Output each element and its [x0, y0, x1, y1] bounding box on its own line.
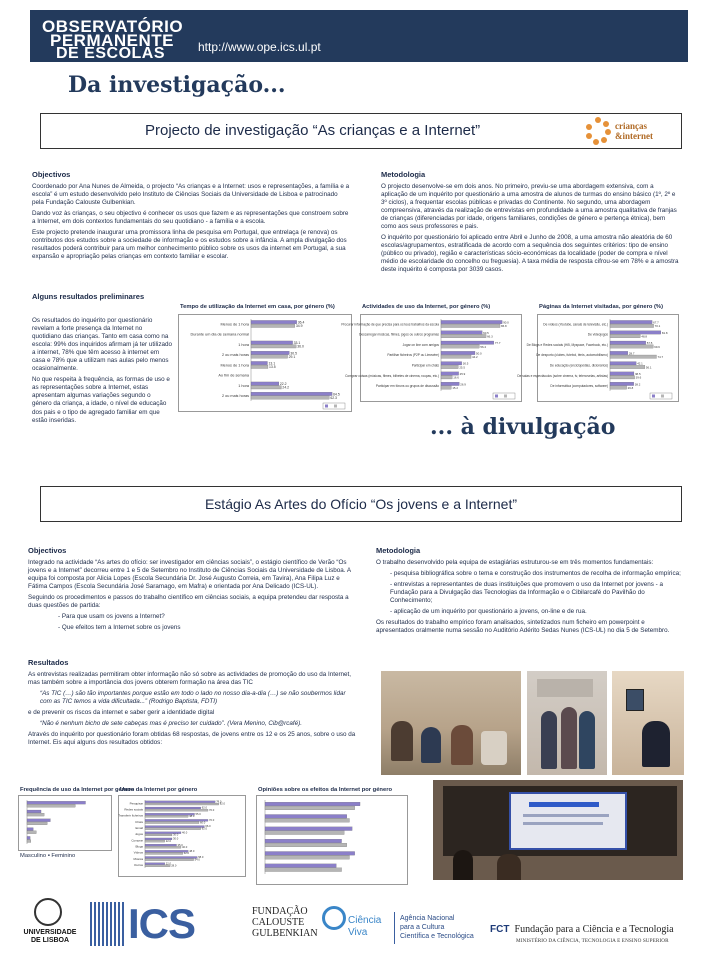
- bar: [145, 850, 188, 852]
- data-label: 74.7: [657, 355, 664, 360]
- data-label: 81.8: [661, 330, 668, 335]
- legend-swatch: [325, 405, 328, 408]
- data-label: 26.8: [627, 385, 634, 390]
- ope-logo-line-2: PERMANENTE: [50, 31, 175, 50]
- data-label: 35.0: [177, 843, 183, 847]
- results-paragraph: e de prevenir os riscos da internet e saber gerir a identidade digital: [28, 709, 215, 717]
- ulisboa-line-1: UNIVERSIDADE: [23, 929, 77, 936]
- data-label: 56.1: [645, 365, 652, 370]
- bar: [610, 376, 635, 379]
- legend-swatch: [504, 395, 507, 398]
- objectives-block-2: [28, 546, 358, 632]
- criancas-internet-logo: [585, 116, 669, 146]
- bar: [27, 836, 30, 839]
- data-label: 22.2: [279, 382, 287, 387]
- bar: [441, 351, 475, 354]
- bar: [610, 320, 652, 323]
- bar: [610, 372, 634, 375]
- chart-time-use: [178, 314, 352, 412]
- bar: [610, 351, 628, 354]
- chart-pages: [517, 314, 679, 402]
- results-heading: Alguns resultados preliminares: [32, 292, 145, 301]
- data-label: 62.3: [330, 395, 337, 400]
- internship-title: Estágio As Artes do Ofício “Os jovens e a Internet”: [204, 496, 518, 512]
- chart-frequency: [18, 795, 112, 851]
- bar: [27, 840, 31, 843]
- bar: [441, 334, 486, 337]
- bar: [265, 831, 344, 835]
- tick-label: Participar em chats: [411, 363, 439, 368]
- bar: [610, 355, 656, 358]
- chart-title: Actividades de uso da Internet, por género (%): [362, 304, 491, 310]
- chart-activities: [341, 314, 522, 402]
- chart-title: Usos da Internet por género: [120, 787, 198, 793]
- gulbenkian-line-3: GULBENKIAN: [252, 928, 318, 939]
- data-label: 22.0: [165, 862, 172, 866]
- chart-activities-svg: [341, 315, 521, 401]
- tick-label: De vídeos (Youtube, canais de televisão, etc.): [543, 322, 608, 327]
- bar: [27, 813, 44, 816]
- data-label: 13.1: [268, 361, 276, 366]
- bar: [145, 834, 172, 836]
- data-label: 13.5: [268, 365, 276, 370]
- data-label: 30.0: [173, 837, 179, 841]
- bar: [265, 864, 336, 868]
- bar: [441, 355, 471, 358]
- data-label: 64.5: [333, 392, 340, 397]
- data-label: 36.0: [297, 344, 304, 349]
- agencia-line-2: para a Cultura: [400, 924, 445, 932]
- bar: [251, 365, 268, 368]
- bar: [251, 396, 329, 399]
- bar: [610, 324, 654, 327]
- photo-presentation-room: [381, 671, 521, 775]
- results-heading-2: Resultados: [28, 658, 69, 667]
- bar: [265, 852, 355, 856]
- data-label: 54.0: [194, 858, 200, 862]
- legend-swatch: [661, 395, 664, 398]
- bar: [441, 345, 479, 348]
- data-label: 77.7: [494, 341, 501, 346]
- methodology-step: - entrevistas a representantes de duas instituições que promovem o uso da Internet por jovens - a Fundação para a Divulgação das Tecnologias da Informação e o Cibilarcafé do Pavilhão do Conhecimento;: [390, 581, 664, 605]
- photo-slideshow: [433, 780, 683, 880]
- ciencia-viva-line-1: Ciência: [348, 915, 382, 926]
- tick-label: Durante um dia de semana normal: [190, 332, 249, 337]
- data-label: 69.6: [654, 344, 660, 349]
- results-paragraph: As entrevistas realizadas permitiram obter informação não só sobre as actividades de promoção do uso da Internet, mas também sobre a importância dos jovens obterem formação na área das TIC: [28, 671, 352, 687]
- tick-label: De desporto (clubes, futebol, ténis, automobilismo): [536, 353, 608, 358]
- data-label: 40.0: [182, 845, 188, 849]
- data-label: 26.9: [460, 382, 466, 387]
- data-label: 57.5: [646, 341, 653, 346]
- chart-opinions-svg: [257, 796, 407, 884]
- logo-text-1: crianças: [615, 121, 647, 131]
- bar: [145, 819, 208, 821]
- bar: [441, 365, 458, 368]
- agencia-logo: [400, 914, 482, 941]
- bar: [441, 320, 502, 323]
- tick-label: Procurar informação de que precisa para os teus trabalhos da escola: [341, 322, 439, 327]
- tick-label: De informática (computadores, software): [550, 384, 608, 389]
- ope-logo-line-1: OBSERVATÓRIO: [42, 17, 184, 36]
- gulbenkian-line-1: FUNDAÇÃO: [252, 906, 308, 917]
- data-label: 66.3: [487, 334, 493, 339]
- data-label: 55.0: [195, 812, 201, 816]
- data-label: 62.0: [201, 806, 208, 810]
- methodology-step: - aplicação de um inquérito por questionário a jovens, on-line e de rua.: [390, 608, 587, 616]
- bar: [265, 868, 342, 872]
- bar: [610, 386, 627, 389]
- objectives-heading-2: Objectivos: [28, 546, 67, 555]
- tick-label: Jogar on line com amigos: [402, 342, 439, 347]
- data-label: 58.0: [198, 856, 204, 860]
- bar: [145, 840, 165, 842]
- project-title-box: [40, 113, 682, 149]
- bar: [27, 804, 75, 807]
- bar: [265, 839, 342, 843]
- tick-label: De salas e espectáculos (sobre cinema, tv, telenovelas, artistas): [517, 373, 608, 378]
- data-label: 67.7: [653, 320, 659, 325]
- chart-title: Frequência de uso da Internet por género: [20, 787, 135, 793]
- ics-text: ICS: [128, 900, 196, 947]
- data-label: 48.0: [189, 815, 195, 819]
- bar: [251, 324, 295, 327]
- bar: [265, 806, 355, 810]
- bar: [265, 827, 352, 831]
- header-banner: [30, 10, 688, 62]
- logo-text-2: &internet: [615, 131, 653, 141]
- data-label: 56.4: [480, 344, 486, 349]
- chart-legend: Masculino ▪ Feminino: [20, 853, 76, 859]
- bar: [251, 351, 289, 354]
- tick-label: Blogs: [135, 844, 143, 849]
- bar: [27, 831, 36, 834]
- bar: [145, 815, 188, 817]
- data-label: 25.5: [459, 365, 465, 370]
- data-label: 66.0: [205, 825, 211, 829]
- objectives-paragraph: Dando voz às crianças, o seu objectivo é conhecer os usos que fazem e as representações que constroem sobre a Internet, em dois contextos fundamentais do seu quotidiano - a família e a escola.: [32, 210, 349, 226]
- fct-logo: [490, 917, 712, 944]
- results-paragraph: Os resultados do inquérito por questionário revelam a forte presença da Internet no quotidiano das crianças. Tanto em casa como na escola: 99% dos inquiridos afirmam já ter utilizado a internet, 78% que têm acesso à internet em casa e 78% que a utilizam nas aulas pelo menos ocasionalmente.: [32, 317, 172, 373]
- data-label: 16.6: [453, 375, 459, 380]
- bar: [610, 334, 640, 337]
- tick-label: Descarregar músicas, filmes, jogos ou outros programas: [359, 332, 439, 337]
- fct-subtitle: MINISTÉRIO DA CIÊNCIA, TECNOLOGIA E ENSINO SUPERIOR: [516, 938, 669, 944]
- tick-label: 2 ou mais horas: [221, 353, 249, 358]
- bar: [145, 846, 181, 848]
- project-title: Projecto de investigação “As crianças e a Internet”: [145, 122, 481, 139]
- chart-title: Páginas da Internet visitadas, por género (%): [539, 304, 664, 310]
- bar: [265, 843, 347, 847]
- data-label: 70.1: [654, 324, 661, 329]
- objectives-paragraph: Seguindo os procedimentos e passos do trabalho científico em ciências sociais, a equipa pretendeu dar resposta a duas questões de partida:: [28, 594, 349, 610]
- bar: [441, 331, 482, 334]
- data-label: 40.0: [182, 831, 188, 835]
- quote: “Não é nenhum bicho de sete cabeças mas é preciso ter cuidado”. (Vera Menino, Cib@rcafé).: [40, 720, 303, 728]
- data-label: 28.7: [628, 351, 635, 356]
- tick-label: Redes sociais: [124, 807, 143, 812]
- methodology-paragraph: O trabalho desenvolvido pela equipa de estagiárias estruturou-se em três momentos fundamentais:: [376, 559, 654, 566]
- bar: [145, 828, 201, 830]
- bar: [251, 355, 288, 358]
- bar: [145, 801, 215, 803]
- objectives-block: [32, 170, 350, 261]
- bar: [265, 819, 349, 823]
- results-paragraph: No que respeita à frequência, as formas de uso e as representações sobre a Internet, estas apresentam algumas variações segundo o género da criança, a idade, o nível de educação dos pais e o tipo de agregado familiar em que estão inseridas.: [32, 376, 170, 424]
- logo-divider: [394, 912, 395, 944]
- data-label: 44.2: [472, 355, 478, 360]
- bar: [610, 345, 653, 348]
- tick-label: Menos de 1 hora: [220, 322, 249, 327]
- website-link[interactable]: http://www.ope.ics.ul.pt: [198, 40, 321, 54]
- data-label: 30.5: [290, 351, 297, 356]
- bar: [27, 810, 41, 813]
- bar: [265, 856, 349, 860]
- data-label: 70.0: [209, 808, 215, 812]
- results-block-2: [28, 658, 356, 747]
- photo-computers: [612, 671, 684, 775]
- bar: [251, 392, 332, 395]
- chart-frequency-svg: [19, 796, 111, 850]
- data-label: 70.0: [209, 819, 215, 823]
- bar: [265, 815, 347, 819]
- tick-label: De Blogs e Redes sociais (Hi5, Myspace, Facebook, etc.): [526, 342, 608, 347]
- legend-swatch: [652, 395, 655, 398]
- methodology-heading-2: Metodologia: [376, 546, 421, 555]
- chart-title: Opiniões sobre os efeitos da Internet por género: [258, 787, 392, 793]
- bar: [145, 809, 208, 811]
- bar: [27, 828, 33, 831]
- bar: [441, 376, 452, 379]
- section-title-divulgation: ... à divulgação: [430, 414, 616, 440]
- ulisboa-line-2: DE LISBOA: [30, 936, 70, 944]
- objectives-paragraph: Integrado na actividade “As artes do ofício: ser investigador em ciências sociais”, o estágio científico de Verão “Os jovens e a Internet” decorreu entre 1 e 5 de Setembro no Instituto de Ciências Sociais da Universidade de Lisboa. A equipa foi composta por Alicia Lopes (Escola Secundária Dr. José Augusto Correia, em Tavira), Ana Filipa Luz e Fátima Campos (Escola Secundária José Saramago, em Mafra) e orientada por Ana Delicado (ICS-UL).: [28, 559, 351, 591]
- methodology-block: [381, 170, 681, 275]
- data-label: 42.0: [183, 852, 190, 856]
- methodology-block-2: [376, 546, 682, 635]
- data-label: 86.8: [501, 324, 507, 329]
- bar: [145, 813, 195, 815]
- bar: [145, 863, 165, 865]
- data-label: 30.0: [173, 833, 179, 837]
- objectives-heading: Objectivos: [32, 170, 71, 179]
- data-label: 28.0: [171, 864, 177, 868]
- bar: [27, 822, 47, 825]
- tick-label: Comprar: [131, 838, 143, 843]
- tick-label: Participar em fóruns ou grupos de discussão: [375, 384, 439, 389]
- data-label: 50.0: [476, 351, 482, 356]
- tick-label: 1 hora: [238, 342, 249, 347]
- data-label: 29.1: [288, 354, 296, 359]
- ulisboa-seal-icon: [34, 898, 62, 926]
- data-label: 36.4: [297, 320, 305, 325]
- data-label: 78.0: [216, 800, 222, 804]
- data-label: 39.6: [635, 375, 642, 380]
- agencia-line-3: Científica e Tecnológica: [400, 933, 474, 941]
- chart-title: Tempo de utilização da Internet em casa, por género (%): [180, 304, 335, 310]
- legend-swatch: [334, 405, 337, 408]
- methodology-heading: Metodologia: [381, 170, 426, 179]
- bar: [145, 865, 170, 867]
- tick-label: Música: [133, 856, 143, 861]
- internship-title-box: [40, 486, 682, 522]
- tick-label: 2 ou mais horas: [221, 394, 249, 399]
- bar: [441, 386, 451, 389]
- gulbenkian-line-2: CALOUSTE: [252, 917, 305, 928]
- ulisboa-logo: [18, 898, 82, 954]
- data-label: 34.9: [295, 324, 303, 329]
- data-label: 25.9: [459, 371, 466, 376]
- tick-label: Jogos: [134, 832, 143, 837]
- bar: [610, 365, 645, 368]
- tick-label: Vídeos: [133, 850, 143, 855]
- bar: [145, 822, 199, 824]
- fct-abbr: FCT: [490, 924, 510, 935]
- bar: [251, 382, 279, 385]
- chart-time-use-svg: [179, 315, 351, 411]
- bar: [251, 345, 296, 348]
- tick-label: Chats: [135, 819, 143, 824]
- results-paragraph: Através do inquérito por questionário foram obtidas 68 respostas, de jovens entre os 12 e os 25 anos, sobre o uso da Internet. Eis aqui alguns dos resultados obtidos:: [28, 731, 356, 747]
- bar: [251, 341, 293, 344]
- chart-opinions: [256, 795, 408, 885]
- tick-label: Menos de 1 hora: [220, 363, 249, 368]
- data-label: 22.0: [165, 839, 172, 843]
- ciencia-viva-logo: [322, 902, 390, 946]
- ics-logo: [90, 902, 246, 946]
- ciencia-viva-swirl-icon: [322, 906, 346, 930]
- data-label: 60.0: [200, 821, 206, 825]
- chart-uses: [118, 795, 246, 877]
- tick-label: De educação (enciclopédias, dicionários): [549, 363, 608, 368]
- bar: [265, 802, 360, 806]
- data-label: 90.0: [503, 320, 509, 325]
- tick-label: Ao fim de semana: [218, 373, 249, 378]
- chart-pages-svg: [517, 315, 678, 401]
- data-label: 38.2: [634, 382, 641, 387]
- data-label: 15.2: [452, 385, 458, 390]
- data-label: 42.1: [637, 361, 643, 366]
- legend-swatch: [495, 395, 498, 398]
- tick-label: Pesquisar: [129, 801, 143, 806]
- bar: [251, 361, 267, 364]
- results-block: [32, 292, 172, 425]
- data-label: 62.0: [201, 827, 208, 831]
- data-label: 33.1: [293, 341, 301, 346]
- objectives-paragraph: Este projecto pretende inaugurar uma promissora linha de pesquisa em Portugal, que entrelaça (e renova) os contributos dos estudos sobre a sociedade de informação e os estudos sobre a infância. A ampla divulgação dos resultados poderá contribuir para um melhor conhecimento público sobre os usos da internet em Portugal, a sua expansão e apropriação pelas crianças em contexto familiar e escolar.: [32, 229, 347, 261]
- bar: [145, 826, 204, 828]
- bar: [27, 819, 50, 822]
- bar: [145, 857, 197, 859]
- bar: [441, 324, 500, 327]
- data-label: 24.2: [282, 385, 290, 390]
- bar: [610, 341, 646, 344]
- fct-name: Fundação para a Ciência e a Tecnologia: [514, 924, 674, 935]
- quote: “As TIC (…) são tão importantes porque estão em todo o lado no nosso dia-a-dia (…) se não soubermos lidar com as TIC temos a vida dificultada...” (Rodrigo Baptista, FDTI): [40, 690, 346, 706]
- methodology-paragraph: O projecto desenvolve-se em dois anos. No primeiro, previu-se uma abordagem extensiva, com a aplicação de um inquérito por questionário a uma amostra de alunos de turmas do ensino básico (1º, 2º e 3º ciclos), a frequentar escolas públicas e privadas do Continente. No segundo, uma abordagem compreensiva, através da realização de entrevistas em profundidade a uma amostra qualitativa de franjas de crianças (diferenciadas por idade, origens familiares, condições de género e pertença étnica), bem como aos seus professores e pais.: [381, 183, 677, 231]
- tick-label: Outros: [133, 863, 143, 868]
- objectives-paragraph: Coordenado por Ana Nunes de Almeida, o projecto “As crianças e a Internet: usos e representações, a família e a escola” é um estudo desenvolvido pelo Instituto de Ciências Sociais da Universidade de Lisboa e patrocinado pela Fundação Calouste Gulbenkian.: [32, 183, 350, 207]
- bar: [610, 331, 661, 334]
- ciencia-viva-line-2: Viva: [348, 927, 368, 938]
- methodology-step: - pesquisa bibliográfica sobre o tema e construção dos instrumentos de recolha de informação empírica;: [390, 570, 681, 578]
- question-item: - Que efeitos tem a Internet sobre os jovens: [58, 624, 181, 632]
- bar: [145, 807, 201, 809]
- bar: [27, 801, 86, 804]
- methodology-paragraph: O inquérito por questionário foi aplicado entre Abril e Junho de 2008, a uma amostra não aleatória de 60 escolas/agrupamentos, estratificada de acordo com a sequência dos seguintes critérios: tipo de ensino (público ou privado), região e características sócio-económicas da localidade (poder de compra e nível médio de escolaridade do concelho ou freguesia). A taxa média de resposta cifrou-se em 78% e a amostra deste inquérito é composta por 3039 casos.: [381, 234, 679, 274]
- data-label: 48.0: [189, 849, 195, 853]
- ics-stripes-icon: [90, 902, 126, 946]
- data-label: 82.0: [219, 802, 226, 806]
- tick-label: Email: [135, 826, 143, 831]
- data-label: 48.8: [641, 334, 647, 339]
- bar: [251, 320, 297, 323]
- tick-label: De videojogos: [587, 332, 608, 337]
- tick-label: 1 hora: [238, 383, 249, 388]
- question-item: - Para que usam os jovens a Internet?: [58, 613, 165, 621]
- tick-label: Transferir ficheiros: [118, 813, 143, 818]
- gulbenkian-logo: [252, 906, 316, 946]
- bar: [145, 803, 219, 805]
- bar: [145, 853, 183, 855]
- data-label: 30.5: [462, 361, 469, 366]
- chart-uses-svg: [119, 796, 245, 876]
- methodology-paragraph: Os resultados do trabalho empírico foram analisados, sintetizados num ficheiro em powerpoint e apresentados oralmente numa sessão no Auditório Adérito Sedas Nunes (ICS-UL) no dia 5 de Setembro.: [376, 619, 670, 635]
- bar: [610, 362, 636, 365]
- tick-label: Comprar coisas (músicas, filmes, bilhetes de cinema, roupas, etc.): [345, 373, 439, 378]
- tick-label: Partilhar ficheiros (P2P ou Limewire): [387, 353, 439, 358]
- ope-logo-line-3: DE ESCOLAS: [56, 45, 166, 62]
- bar: [145, 859, 194, 861]
- data-label: 60.5: [483, 330, 489, 335]
- data-label: 38.5: [634, 371, 641, 376]
- section-title-investigation: Da investigação...: [68, 72, 286, 98]
- agencia-line-1: Agência Nacional: [400, 915, 455, 922]
- bar: [145, 844, 177, 846]
- photo-group-students: [527, 671, 607, 775]
- bar: [251, 386, 281, 389]
